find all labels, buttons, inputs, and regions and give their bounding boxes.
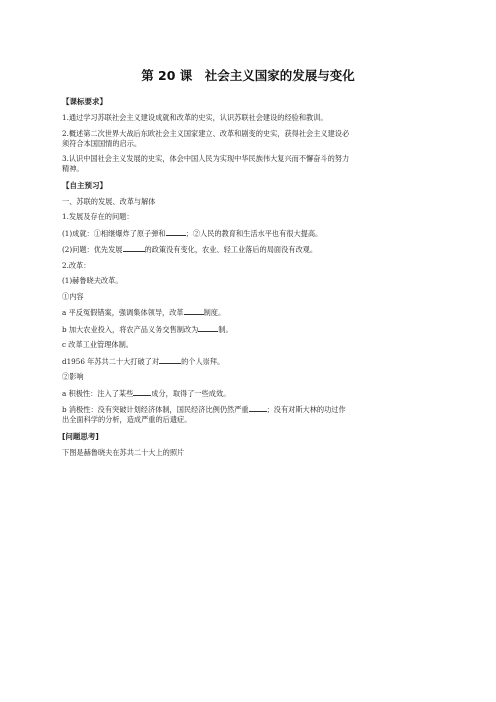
text: 制度。 (203, 308, 226, 317)
paragraph: 1.发展及存在的问题： (62, 212, 134, 221)
paragraph: ①内容 (62, 291, 84, 301)
section-heading-questions: [问题思考] (62, 431, 99, 441)
paragraph (62, 307, 434, 318)
text: 成分，取得了一些成效。 (151, 388, 231, 398)
paragraph: 下图是赫鲁晓夫在苏共二十大上的照片 (62, 447, 185, 457)
paragraph (62, 228, 434, 239)
text: 3.认识中国社会主义发展的史实，体会中国人民为实现中华民族伟大复兴而不懈奋斗的努力 (62, 154, 350, 163)
section-heading-requirements: 【课标要求】 (62, 97, 107, 106)
fill-blank[interactable] (249, 404, 267, 412)
fill-blank[interactable] (166, 228, 186, 236)
document-page (62, 62, 434, 463)
text: ；②人民的教育和生活水平也有很大提高。 (185, 228, 323, 238)
section-heading-preview: 【自主预习】 (62, 180, 107, 190)
paragraph: 1.通过学习苏联社会主义建设成就和改革的史实，认识苏联社会建设的经验和教训。 (62, 113, 328, 122)
fill-blank[interactable] (159, 356, 181, 364)
page-title: 第 20 课 社会主义国家的发展与变化 (141, 68, 355, 83)
fill-blank[interactable] (184, 307, 204, 315)
text: 2.概述第二次世界大战后东欧社会主义国家建立、改革和剧变的史实，获得社会主义建设必 (62, 128, 350, 138)
text: d1956 年苏共二十大打破了对 (62, 356, 160, 366)
text: b 消极性：没有突破计划经济体制，国民经济比例仍然严重 (62, 405, 249, 414)
paragraph: 2.改革： (62, 260, 91, 270)
paragraph (62, 154, 434, 174)
paragraph (62, 388, 434, 399)
text: 出全面科学的分析，造成严重的后遗症。 (62, 415, 192, 424)
text: 精神。 (62, 164, 84, 173)
text: 的个人崇拜。 (181, 356, 225, 366)
text: (2)问题：优先发展 (62, 245, 123, 254)
paragraph: (1)赫鲁晓夫改革。 (62, 276, 123, 285)
text: b 加大农业投入，将农产品义务交售制改为 (62, 324, 199, 334)
text: (1)成就：①相继爆炸了原子弹和 (62, 228, 166, 238)
paragraph (62, 356, 434, 367)
paragraph: c 改革工业管理体制。 (62, 340, 133, 349)
paragraph (62, 404, 434, 425)
text: 制。 (218, 324, 233, 334)
fill-blank[interactable] (198, 324, 218, 332)
text: 的政策没有变化，农业、轻工业落后的局面没有改观。 (144, 245, 318, 254)
fill-blank[interactable] (123, 244, 145, 252)
paragraph (62, 324, 434, 335)
text: a 积极性：注入了某些 (62, 388, 134, 398)
text: ；没有对斯大林的功过作 (266, 405, 346, 414)
paragraph (62, 129, 434, 149)
text: a 平反冤假错案，强调集体领导，改革 (62, 308, 184, 317)
fill-blank[interactable] (133, 388, 151, 396)
text: 须符合本国国情的启示。 (62, 138, 142, 148)
paragraph (62, 244, 434, 255)
paragraph: ②影响 (62, 372, 84, 381)
paragraph: 一、苏联的发展、改革与解体 (62, 196, 156, 206)
